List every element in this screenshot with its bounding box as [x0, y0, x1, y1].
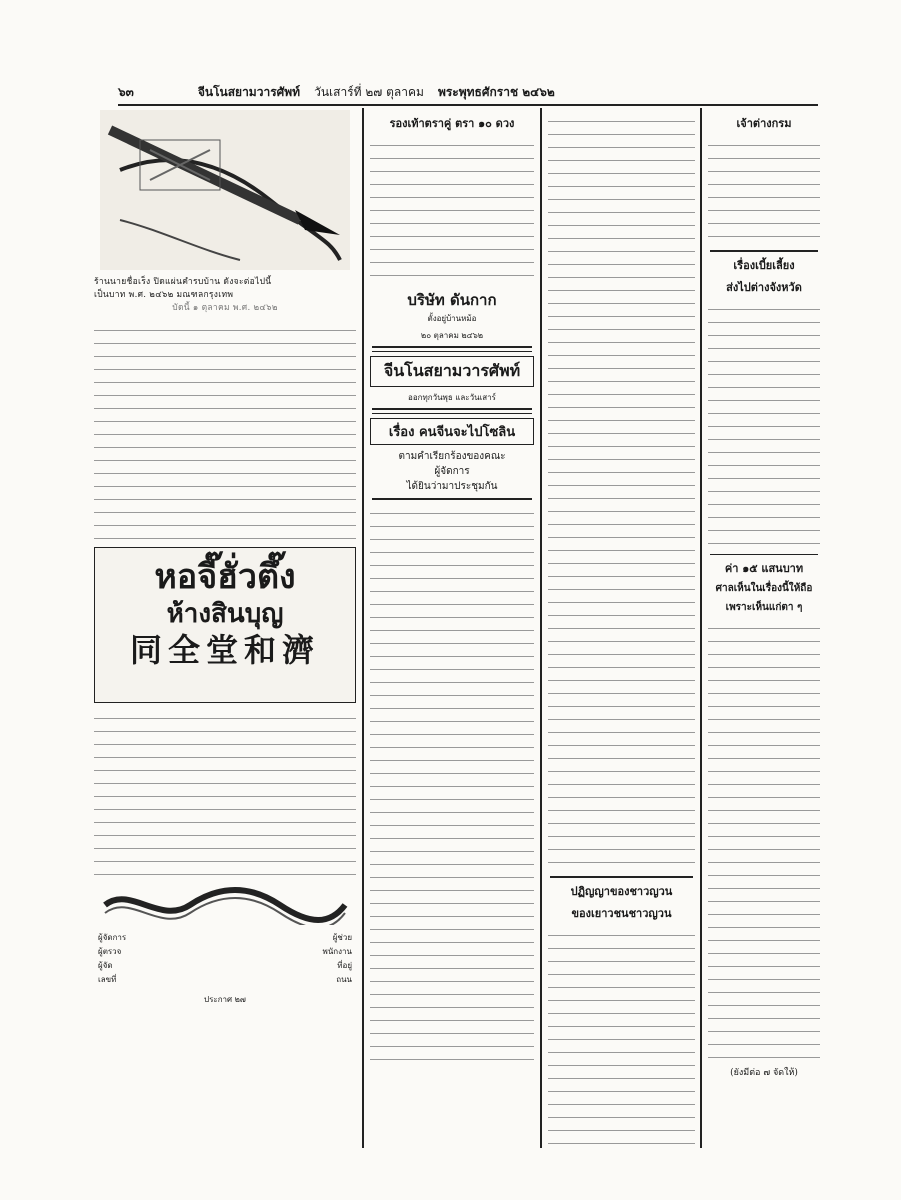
- era-year: พระพุทธศักราช ๒๔๖๒: [437, 84, 555, 99]
- company-name: บริษัท ดันกาก: [407, 291, 497, 309]
- section-title: เรื่องเบี้ยเลี้ยง: [733, 258, 795, 272]
- body-text-block: [708, 136, 820, 246]
- issue-date: วันเสาร์ที่ ๒๗ ตุลาคม: [314, 84, 424, 99]
- ad-chinese-title: 同全堂和濟: [129, 631, 320, 669]
- ad-title: หอจี๊ฮั่วตึ๊ง: [154, 557, 296, 597]
- fine-title: ค่า ๑๕ แสนบาท: [724, 562, 804, 575]
- notice-line: ร้านนายชื่อเร็ง ปิดแผ่นคำรบบ้าน ดังจะต่อไปนี้: [94, 277, 272, 287]
- body-text-block: [708, 619, 820, 1059]
- headline-sub: ตามคำเรียกร้องของคณะ: [398, 451, 506, 462]
- company-date: ๒๐ ตุลาคม ๒๔๖๒: [420, 331, 484, 340]
- fine-subtitle: เพราะเห็นแก่ตา ๆ: [725, 602, 803, 613]
- body-text-block: [370, 136, 534, 286]
- ad-footer-end: ประกาศ ๒๗: [204, 995, 246, 1004]
- body-text-block: [370, 504, 534, 1064]
- company-sub: ตั้งอยู่บ้านหม้อ: [427, 314, 477, 323]
- article-title: เจ้าต่างกรม: [736, 117, 792, 130]
- column-4: [704, 110, 824, 1150]
- continued-note: (ยังมีต่อ ๗ จัดให้): [730, 1068, 798, 1078]
- ad-footer-table: [90, 931, 360, 1006]
- notice-line: บัดนี้ ๑ ตุลาคม พ.ศ. ๒๔๖๒: [172, 303, 278, 313]
- body-text-block: [548, 926, 695, 1151]
- double-rule: [372, 408, 532, 414]
- headline-box: [370, 418, 534, 445]
- article-subtitle: ของเยาวชนชาวญวน: [571, 906, 672, 920]
- body-text-block: [94, 709, 356, 879]
- ad-footer-row: ผู้จัดการ ผู้ช่วย: [98, 933, 352, 942]
- spear-illustration: [100, 110, 350, 270]
- ornament-banner: [100, 885, 350, 925]
- fine-subtitle: ศาลเห็นในเรื่องนี้ให้ถือ: [715, 583, 813, 594]
- ad-footer-row: ผู้จัด ที่อยู่: [98, 961, 352, 970]
- rule: [710, 250, 818, 252]
- body-text-block: [94, 321, 356, 541]
- rule: [710, 554, 818, 556]
- headline: เรื่อง คนจีนจะไปโซลิน: [388, 425, 516, 440]
- medicine-ad: [94, 547, 356, 703]
- ad-footer-row: เลขที่ ถนน: [98, 975, 352, 984]
- column-1: [90, 110, 360, 1150]
- article-title: รองเท้าตราคู่ ตรา ๑๐ ดวง: [389, 117, 515, 130]
- headline-sub: ผู้จัดการ: [434, 466, 470, 477]
- double-rule: [372, 346, 532, 352]
- header-rule: [118, 104, 818, 106]
- page-header: [118, 80, 808, 104]
- column-divider: [362, 108, 364, 1148]
- rule: [372, 498, 532, 500]
- ad-subtitle: ห้างสินบุญ: [166, 599, 284, 629]
- rule: [550, 876, 693, 878]
- masthead-title: จีนโนสยามวารศัพท์: [383, 361, 521, 380]
- headline-sub: ได้ยินว่ามาประชุมกัน: [406, 481, 498, 492]
- column-divider: [540, 108, 542, 1148]
- column-3: [544, 110, 699, 1150]
- paper-name: จีนโนสยามวารศัพท์: [197, 84, 301, 99]
- column-divider: [700, 108, 702, 1148]
- ad-footer-row: ผู้ตรวจ พนักงาน: [98, 947, 352, 956]
- body-text-block: [548, 112, 695, 872]
- masthead-box: [370, 356, 534, 387]
- section-subtitle: ส่งไปต่างจังหวัด: [726, 280, 802, 294]
- body-text-block: [708, 300, 820, 550]
- article-title: ปฏิญญาของชาวญวน: [570, 884, 673, 898]
- page-number: ๖๓: [118, 84, 134, 99]
- notice-line: เป็นบาท พ.ศ. ๒๔๖๒ มณฑลกรุงเทพ: [94, 290, 234, 300]
- masthead-sub: ออกทุกวันพุธ และวันเสาร์: [408, 393, 496, 402]
- column-2: [366, 110, 538, 1150]
